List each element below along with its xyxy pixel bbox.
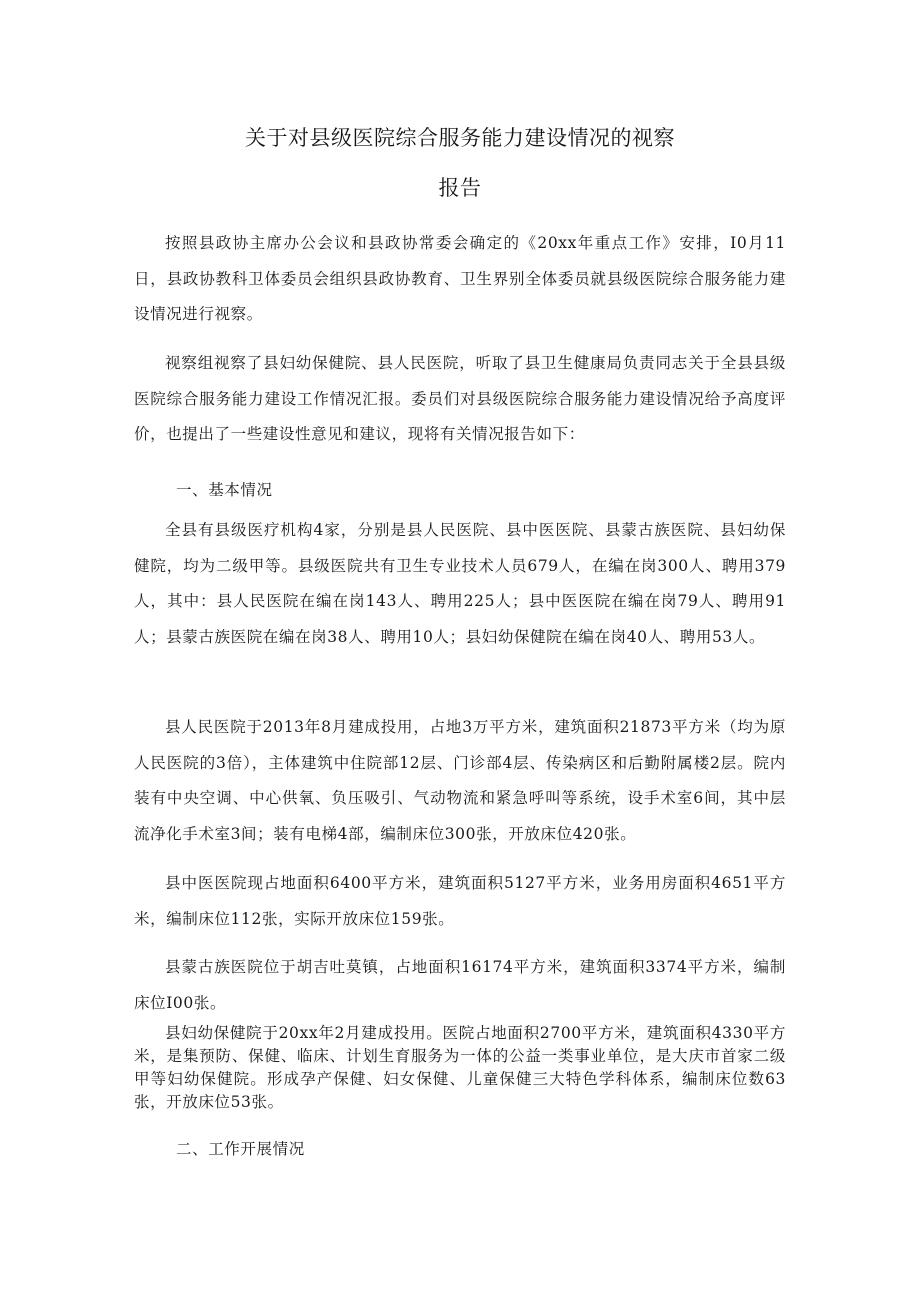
paragraph-tcm-hospital: 县中医医院现占地面积6400平方米，建筑面积5127平方米，业务用房面积4651平方米，编制床位112张，实际开放床位159张。 [134, 874, 786, 928]
paragraph-intro: 按照县政协主席办公会议和县政协常委会确定的《20xx年重点工作》安排，I0月11日，县政协教科卫体委员会组织县政协教育、卫生界别全体委员就县级医院综合服务能力建设情况进行视察。 [134, 234, 786, 323]
paragraph-maternal-hospital: 县妇幼保健院于20xx年2月建成投用。医院占地面积2700平方米，建筑面积4330平方米，是集预防、保健、临床、计划生育服务为一体的公益一类事业单位，是大庆市首家二级甲等妇幼保健院。形成孕产保健、妇女保健、儿童保健三大特色学科体系，编制床位数63张，开放床位53张。 [134, 1024, 786, 1111]
paragraph-people-hospital: 县人民医院于2013年8月建成投用，占地3万平方米，建筑面积21873平方米（均为原人民医院的3倍），主体建筑中住院部12层、门诊部4层、传染病区和后勤附属楼2层。院内装有中央空调、中心供氧、负压吸引、气动物流和紧急呼叫等系统，设手术室6间，其中层流净化手术室3间；装有电梯4部，编制床位300张，开放床位420张。 [134, 718, 786, 843]
paragraph-inspection: 视察组视察了县妇幼保健院、县人民医院，听取了县卫生健康局负责同志关于全县县级医院综合服务能力建设工作情况汇报。委员们对县级医院综合服务能力建设情况给予高度评价，也提出了一些建设性意见和建议，现将有关情况报告如下： [134, 354, 786, 443]
paragraph-county-institutions: 全县有县级医疗机构4家，分别是县人民医院、县中医医院、县蒙古族医院、县妇幼保健院，均为二级甲等。县级医院共有卫生专业技术人员679人，在编在岗300人、聘用379人，其中：县人民医院在编在岗143人、聘用225人；县中医医院在编在岗79人、聘用91人；县蒙古族医院在编在岗38人、聘用10人；县妇幼保健院在编在岗40人、聘用53人。 [134, 521, 786, 646]
document-title-line-1: 关于对县级医院综合服务能力建设情况的视察 [245, 126, 675, 150]
section-heading-basic: 一、基本情况 [176, 481, 273, 499]
section-heading-work: 二、工作开展情况 [176, 1140, 305, 1158]
paragraph-mongolian-hospital: 县蒙古族医院位于胡吉吐莫镇，占地面积16174平方米，建筑面积3374平方米，编制床位I00张。 [134, 958, 786, 1012]
document-title-line-2: 报告 [438, 176, 482, 200]
